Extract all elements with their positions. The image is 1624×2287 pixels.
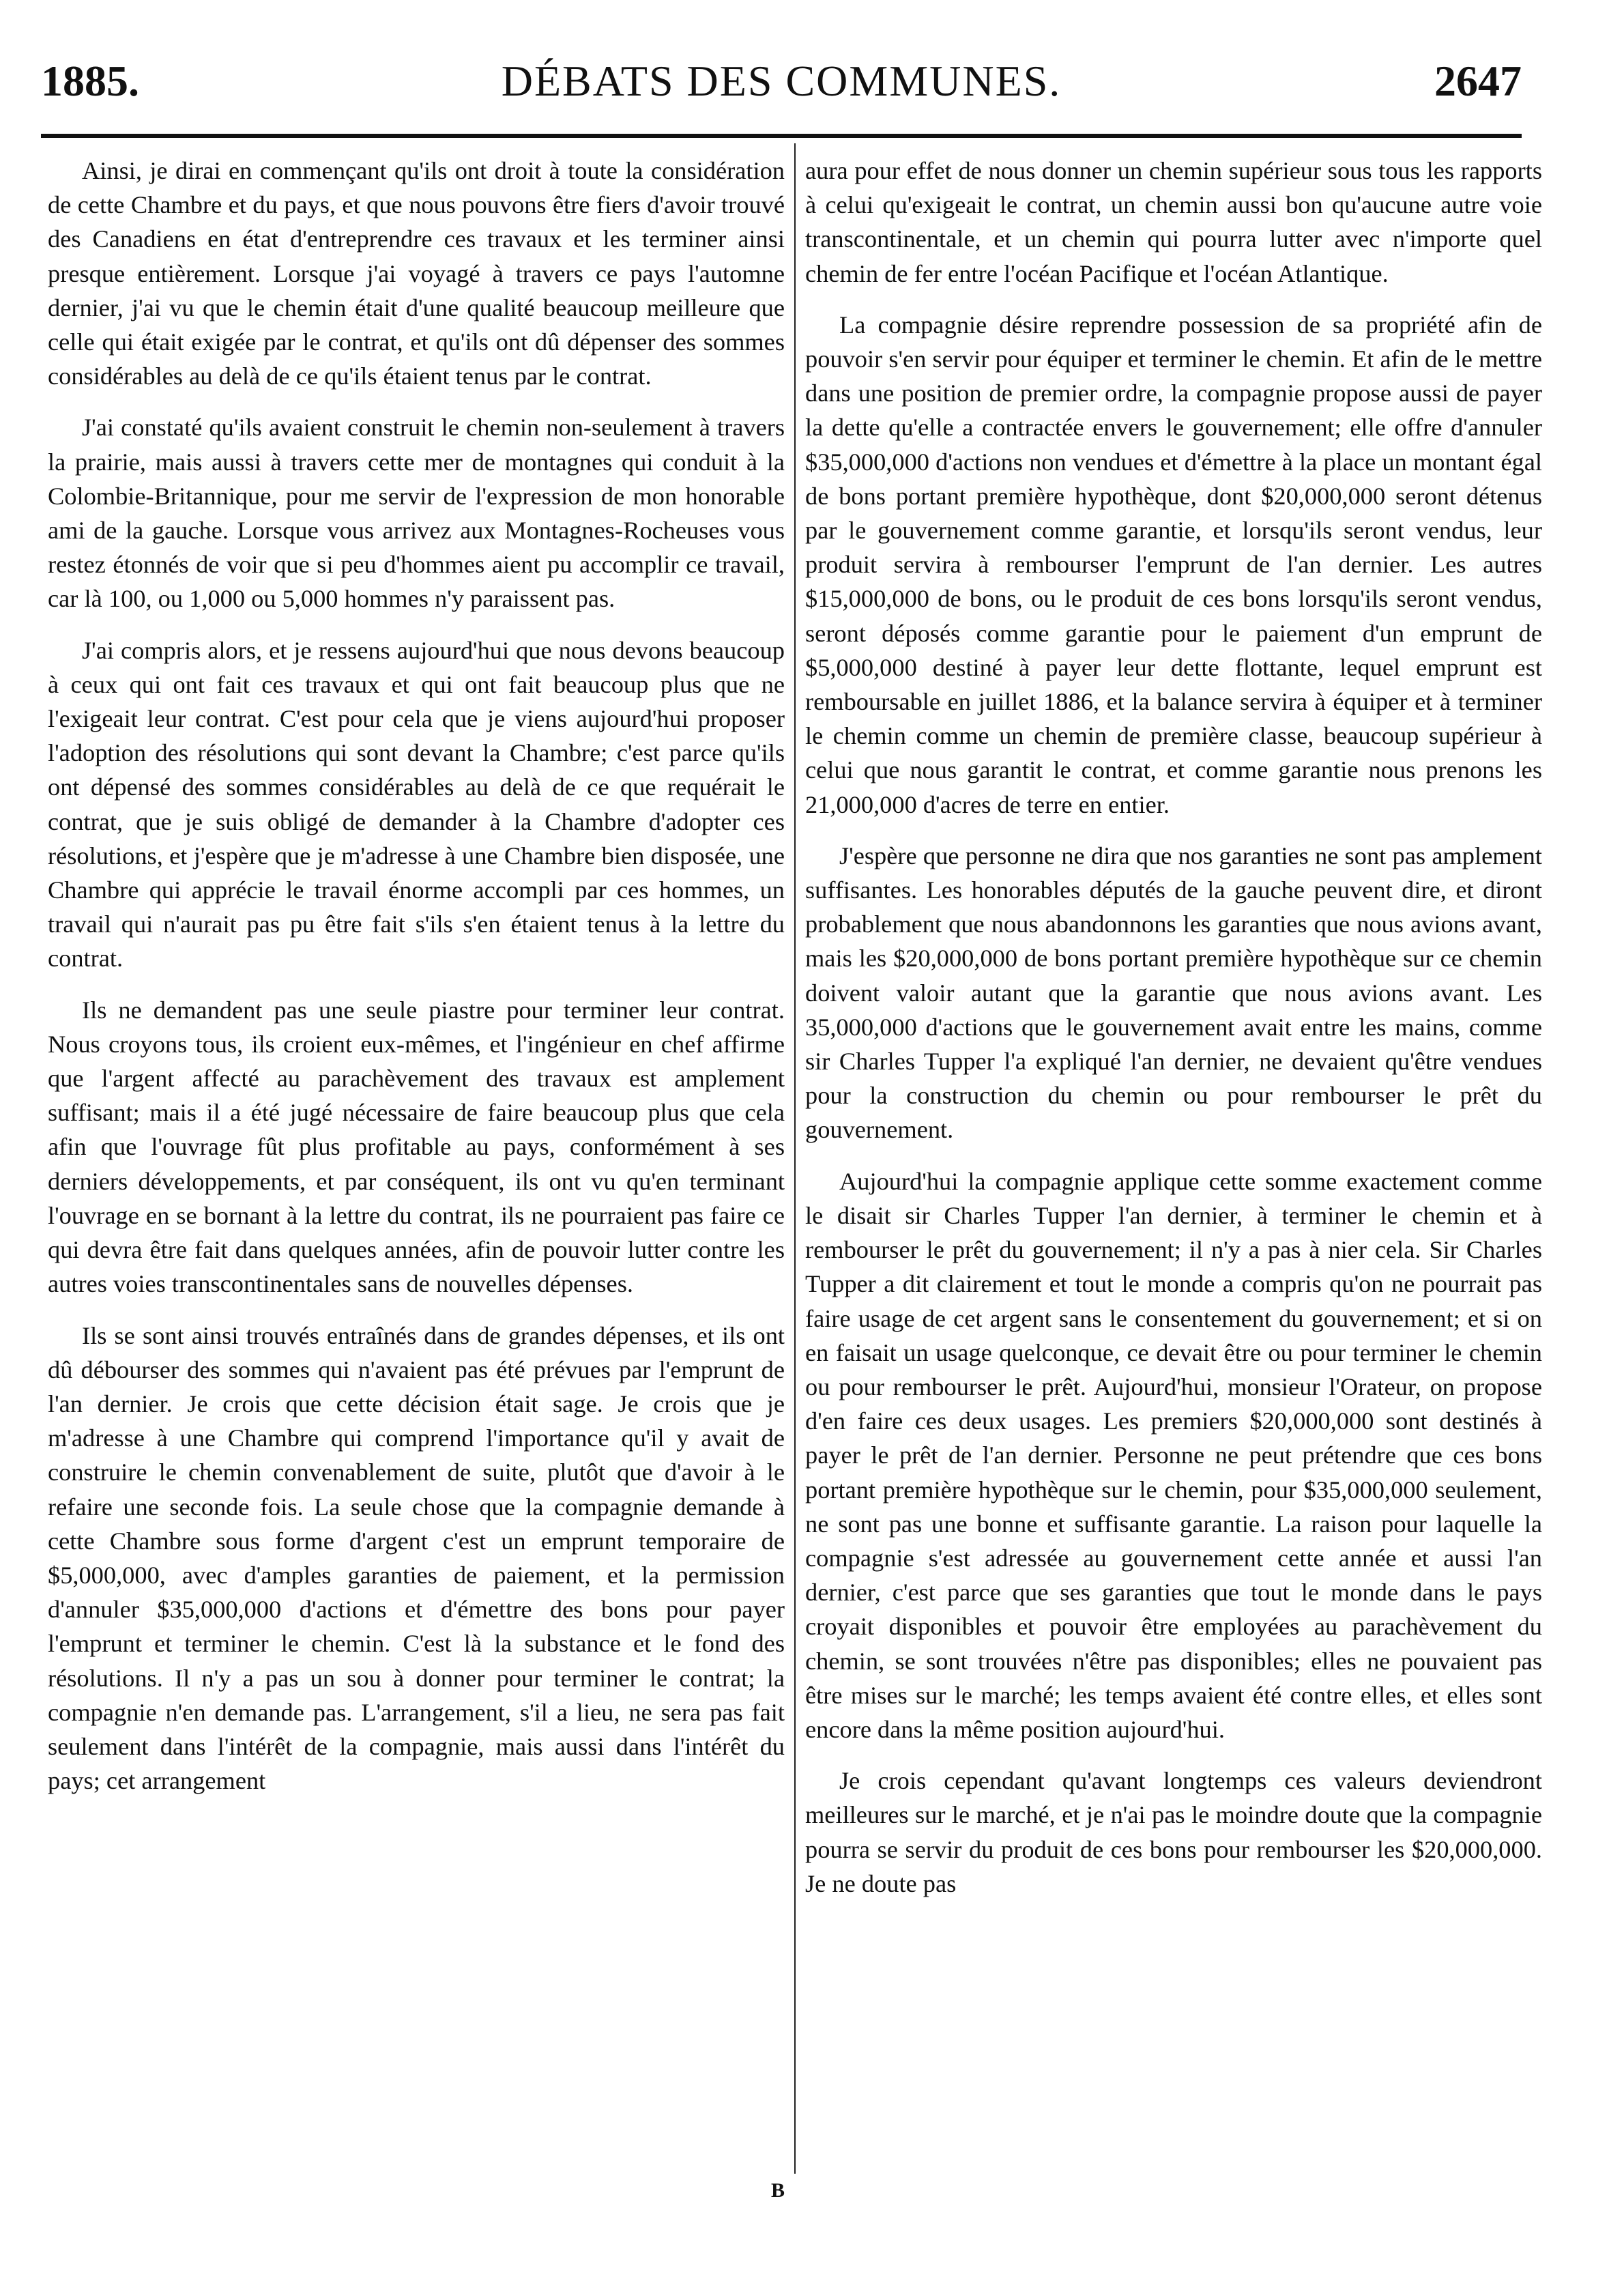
paragraph: La compagnie désire reprendre possession de sa propriété afin de pouvoir s'en servir pour équiper et terminer le chemin. Et afin de le mettre dans une position de premier ordre, la compagnie propose aussi de payer la dette qu'elle a contractée envers le gouvernement; elle offre d'annuler $35,000,000 d'actions non vendues et d'émettre à la place un montant égal de bons portant première hypothèque, dont $20,000,000 seront détenus par le gouvernement comme garantie, et lorsqu'ils seront vendus, leur produit servira à rembourser l'emprunt de l'an dernier. Les autres $15,000,000 de bons, ou le produit de ces bons lorsqu'ils seront vendus, seront déposés comme garantie pour le paiement d'un emprunt de $5,000,000 destiné à payer leur dette flottante, lequel emprunt est remboursable en juillet 1886, et la balance servira à équiper et à terminer le chemin comme un chemin de première classe, beaucoup supérieur à celui que nous garantit le contrat, et comme garantie nous prenons les 21,000,000 d'acres de terre en entier. (805, 311, 1542, 818)
paragraph: J'ai constaté qu'ils avaient construit le chemin non-seulement à travers la prairie, mais aussi à travers cette mer de montagnes qui conduit à la Colombie-Britannique, pour me servir de l'expression de mon honorable ami de la gauche. Lorsque vous arrivez aux Montagnes-Rocheuses vous restez étonnés de voir que si peu d'hommes aient pu accomplir ce travail, car là 100, ou 1,000 ou 5,000 hommes n'y paraissent pas. (48, 414, 785, 613)
left-column (48, 154, 785, 1815)
header-page-number: 2647 (1434, 57, 1522, 105)
signature-mark: B (771, 2179, 785, 2202)
header-title: DÉBATS DES COMMUNES. (501, 57, 1062, 105)
right-column (805, 154, 1542, 1918)
paragraph: Je crois cependant qu'avant longtemps ces valeurs deviendront meilleures sur le marché, et je n'ai pas le moindre doute que la compagnie pourra se servir du produit de ces bons pour rembourser les $20,000,000. Je ne doute pas (805, 1767, 1542, 1897)
paragraph: Ils ne demandent pas une seule piastre pour terminer leur contrat. Nous croyons tous, ils croient eux-mêmes, et l'ingénieur en chef affirme que l'argent affecté au parachèvement des travaux est amplement suffisant; mais il a été jugé nécessaire de faire beaucoup plus que cela afin que l'ouvrage fût plus profitable au pays, conformément à ses derniers développements, et par conséquent, ils ont vu qu'en terminant l'ouvrage en se bornant à la lettre du contrat, ils ne pourraient pas faire ce qui devra être fait dans quelques années, afin de pouvoir lutter contre les autres voies transcontinentales sans de nouvelles dépenses. (48, 996, 785, 1298)
paragraph: J'espère que personne ne dira que nos garanties ne sont pas amplement suffisantes. Les honorables députés de la gauche peuvent dire, et diront probablement que nous abandonnons les garanties que nous avions avant, mais les $20,000,000 de bons portant première hypothèque sur ce chemin doivent valoir autant que la garantie que nous avions avant. Les 35,000,000 d'actions que le gouvernement avait entre les mains, comme sir Charles Tupper l'a expliqué l'an dernier, ne devaient qu'être vendues pour la construction du chemin ou pour rembourser le prêt du gouvernement. (805, 842, 1542, 1144)
header-year: 1885. (41, 57, 139, 105)
paragraph: Aujourd'hui la compagnie applique cette somme exactement comme le disait sir Charles Tupper l'an dernier, à terminer le chemin et à rembourser le prêt du gouvernement; il n'y a pas à nier cela. Sir Charles Tupper a dit clairement et tout le monde a compris qu'on ne pourrait pas faire usage de cet argent sans le consentement du gouvernement; et si on en faisait un usage quelconque, ce devait être ou pour terminer le chemin ou pour rembourser le prêt. Aujourd'hui, monsieur l'Orateur, on propose d'en faire ces deux usages. Les premiers $20,000,000 sont destinés à payer le prêt de l'an dernier. Personne ne peut prétendre que ces bons portant première hypothèque sur le chemin, pour $35,000,000 seulement, ne sont pas une bonne et suffisante garantie. La raison pour laquelle la compagnie s'est adressée au gouvernement cette année et aussi l'an dernier, c'est parce que ses garanties que tout le monde dans le pays croyait disponibles et pouvoir être employées au parachèvement du chemin, se sont trouvées n'être pas disponibles; elles ne pouvaient pas être mises sur le marché; les temps avaient été contre elles, et elles sont encore dans la même position aujourd'hui. (805, 1167, 1542, 1743)
page-header (41, 56, 1522, 117)
column-divider (794, 143, 796, 2174)
paragraph: Ils se sont ainsi trouvés entraînés dans de grandes dépenses, et ils ont dû débourser des sommes qui n'avaient pas été prévues par l'emprunt de l'an dernier. Je crois que cette décision était sage. Je crois que je m'adresse à une Chambre qui comprend l'importance qu'il y avait de construire le chemin convenablement de suite, plutôt que d'avoir à le refaire une seconde fois. La seule chose que la compagnie demande à cette Chambre sous forme d'argent c'est un emprunt temporaire de $5,000,000, avec d'amples garanties de paiement, et la permission d'annuler $35,000,000 d'actions et d'émettre des bons pour payer l'emprunt et terminer le chemin. C'est là la substance et le fond des résolutions. Il n'y a pas un sou à donner pour terminer le contrat; la compagnie n'en demande pas. L'arrangement, s'il a lieu, ne sera pas fait seulement dans l'intérêt de la compagnie, mais aussi dans l'intérêt du pays; cet arrangement (48, 1321, 785, 1795)
paragraph: J'ai compris alors, et je ressens aujourd'hui que nous devons beaucoup à ceux qui ont fait ces travaux et qui ont fait beaucoup plus que ne l'exigeait leur contrat. C'est pour cela que je viens aujourd'hui proposer l'adoption des résolutions qui sont devant la Chambre; c'est parce qu'ils ont dépensé des sommes considérables au delà de ce que requérait le contrat, que je suis obligé de demander à la Chambre d'adopter ces résolutions, et j'espère que je m'adresse à une Chambre bien disposée, une Chambre qui apprécie le travail énorme accompli par ces hommes, un travail qui n'aurait pas pu être fait s'ils s'en étaient tenus à la lettre du contrat. (48, 636, 785, 973)
paragraph-continued: aura pour effet de nous donner un chemin supérieur sous tous les rapports à celui qu'exigeait le contrat, un chemin aussi bon qu'aucune autre voie transcontinentale, et un chemin qui pourra lutter avec n'importe quel chemin de fer entre l'océan Pacifique et l'océan Atlantique. (805, 157, 1542, 287)
paragraph: Ainsi, je dirai en commençant qu'ils ont droit à toute la considération de cette Chambre et du pays, et que nous pouvons être fiers d'avoir trouvé des Canadiens en état d'entreprendre ces travaux et les terminer ainsi presque entièrement. Lorsque j'ai voyagé à travers ce pays l'automne dernier, j'ai vu que le chemin était d'une qualité beaucoup meilleure que celle qui était exigée par le contrat, et qu'ils ont dû dépenser des sommes considérables au delà de ce qu'ils étaient tenus par le contrat. (48, 157, 785, 390)
header-rule (41, 134, 1522, 138)
